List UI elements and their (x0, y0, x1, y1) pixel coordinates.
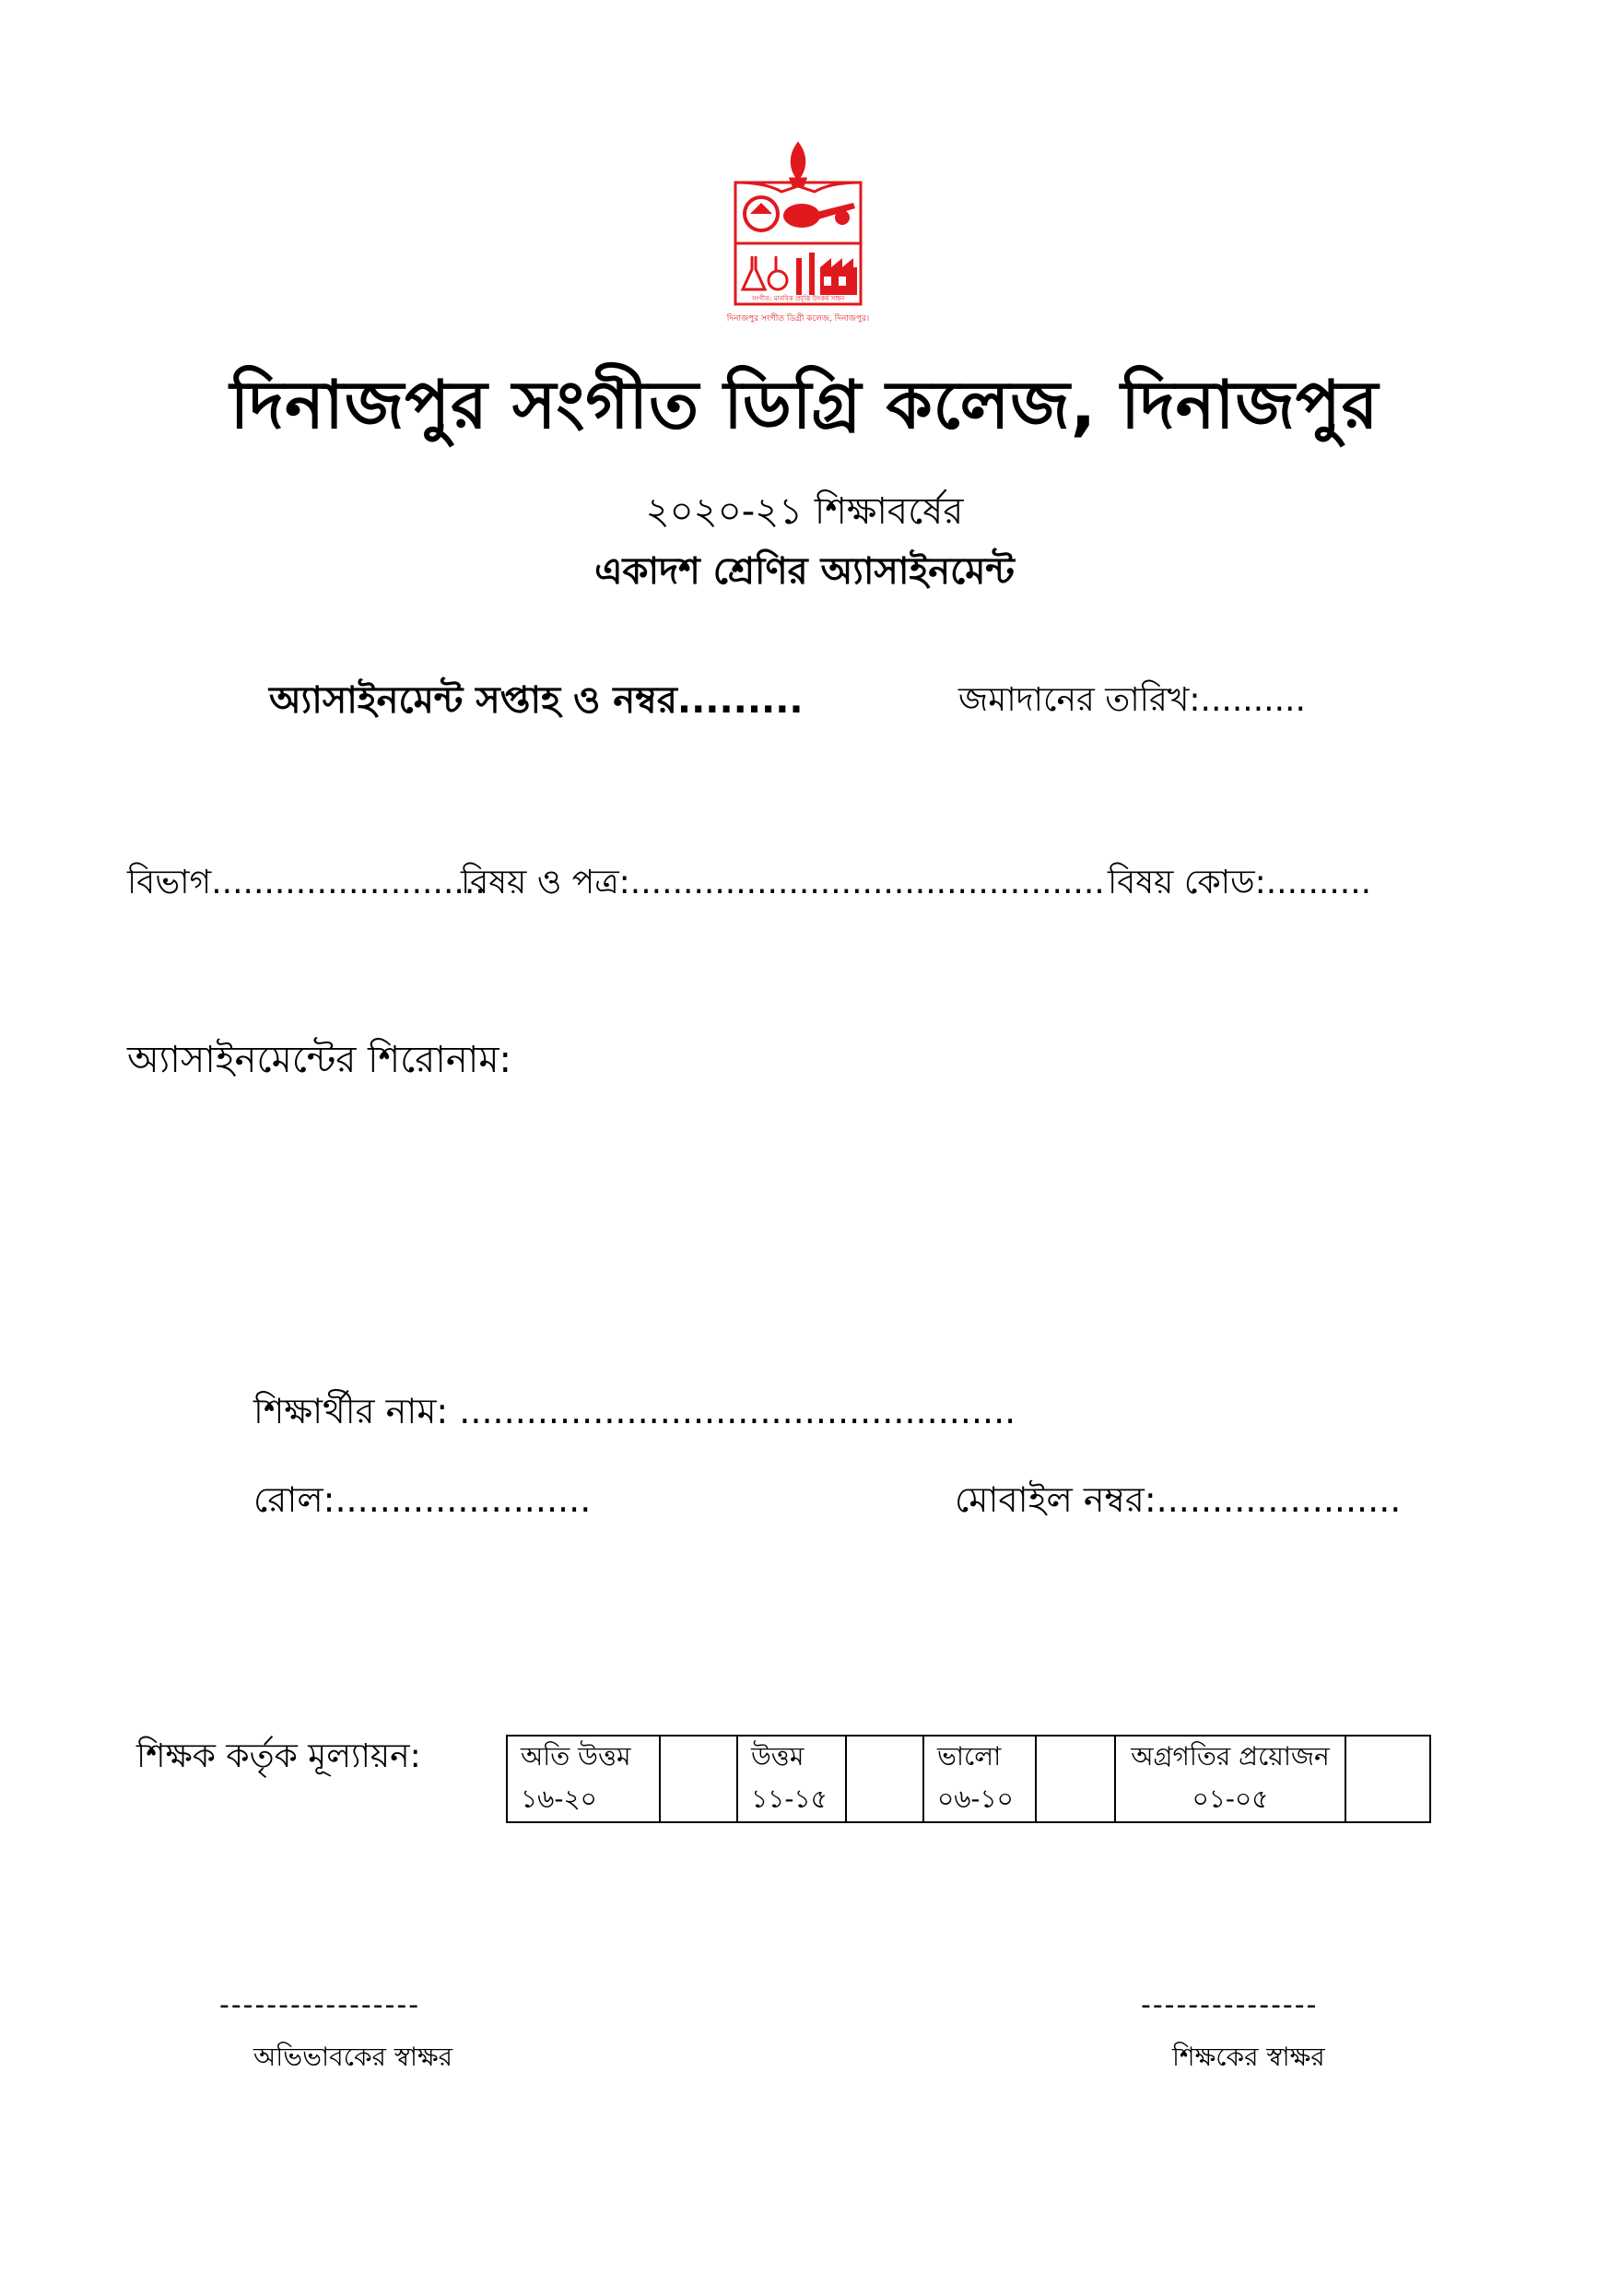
mobile-number-field[interactable]: মোবাইল নম্বর:...................... (955, 1479, 1402, 1520)
grade-cell-excellent (507, 1736, 660, 1822)
grade-mark-box-very-good[interactable] (846, 1736, 923, 1822)
grade-mark-box-good[interactable] (1036, 1736, 1115, 1822)
grade-cell-needs-improvement (1115, 1736, 1345, 1822)
session-year: ২০২০-২১ শিক্ষাবর্ষের (645, 490, 964, 533)
evaluation-table (506, 1735, 1431, 1823)
assignment-title: একাদশ শ্রেণির অ্যাসাইনমেন্ট (594, 550, 1015, 593)
week-number-field[interactable]: অ্যাসাইনমেন্ট সপ্তাহ ও নম্বর......... (269, 679, 804, 722)
subject-code-field[interactable]: বিষয় কোড:.......... (1108, 864, 1372, 901)
roll-field[interactable]: রোল:....................... (253, 1479, 592, 1520)
guardian-signature-line[interactable]: ----------------- (219, 1989, 421, 2021)
grade-name: উত্তম (751, 1741, 804, 1772)
emblem-caption: দিনাজপুর সংগীত ডিগ্রী কলেজ, দিনাজপুর। (726, 314, 870, 324)
grade-name: ভালো (937, 1741, 1002, 1772)
emblem-motto: সংগীত: মানবিক প্রবৃত্তি উৎকর্ষ সাধন (751, 295, 845, 302)
department-field[interactable]: বিভাগ.......................... (127, 864, 486, 901)
grade-range: ০৬-১০ (937, 1784, 1014, 1814)
grade-name: অগ্রগতির প্রয়োজন (1131, 1741, 1330, 1772)
grade-mark-box-needs-improvement[interactable] (1345, 1736, 1430, 1822)
evaluation-label: শিক্ষক কর্তৃক মূল্যায়ন: (136, 1737, 421, 1775)
college-emblem-icon (724, 138, 872, 346)
submission-date-field[interactable]: জমাদানের তারিখ:.......... (958, 681, 1306, 719)
grade-cell-good (923, 1736, 1036, 1822)
grade-mark-box-excellent[interactable] (660, 1736, 737, 1822)
grade-name: অতি উত্তম (521, 1741, 631, 1772)
teacher-signature-label: শিক্ষকের স্বাক্ষর (1172, 2042, 1325, 2072)
grade-cell-very-good (737, 1736, 846, 1822)
subject-paper-field[interactable]: বিষয় ও পত্র:............................................. (461, 864, 1105, 901)
grade-range: ১১-১৫ (751, 1784, 828, 1814)
student-name-field[interactable]: শিক্ষার্থীর নাম: .................................................. (253, 1391, 1016, 1431)
college-name: দিনাজপুর সংগীত ডিগ্রি কলেজ, দিনাজপুর (229, 366, 1380, 443)
assignment-heading-label: অ্যাসাইনমেন্টের শিরোনাম: (127, 1039, 512, 1081)
guardian-signature-label: অভিভাবকের স্বাক্ষর (253, 2042, 453, 2072)
grade-range: ০১-০৫ (1192, 1784, 1269, 1814)
grade-range: ১৬-২০ (521, 1784, 597, 1814)
teacher-signature-line[interactable]: --------------- (1141, 1989, 1319, 2021)
